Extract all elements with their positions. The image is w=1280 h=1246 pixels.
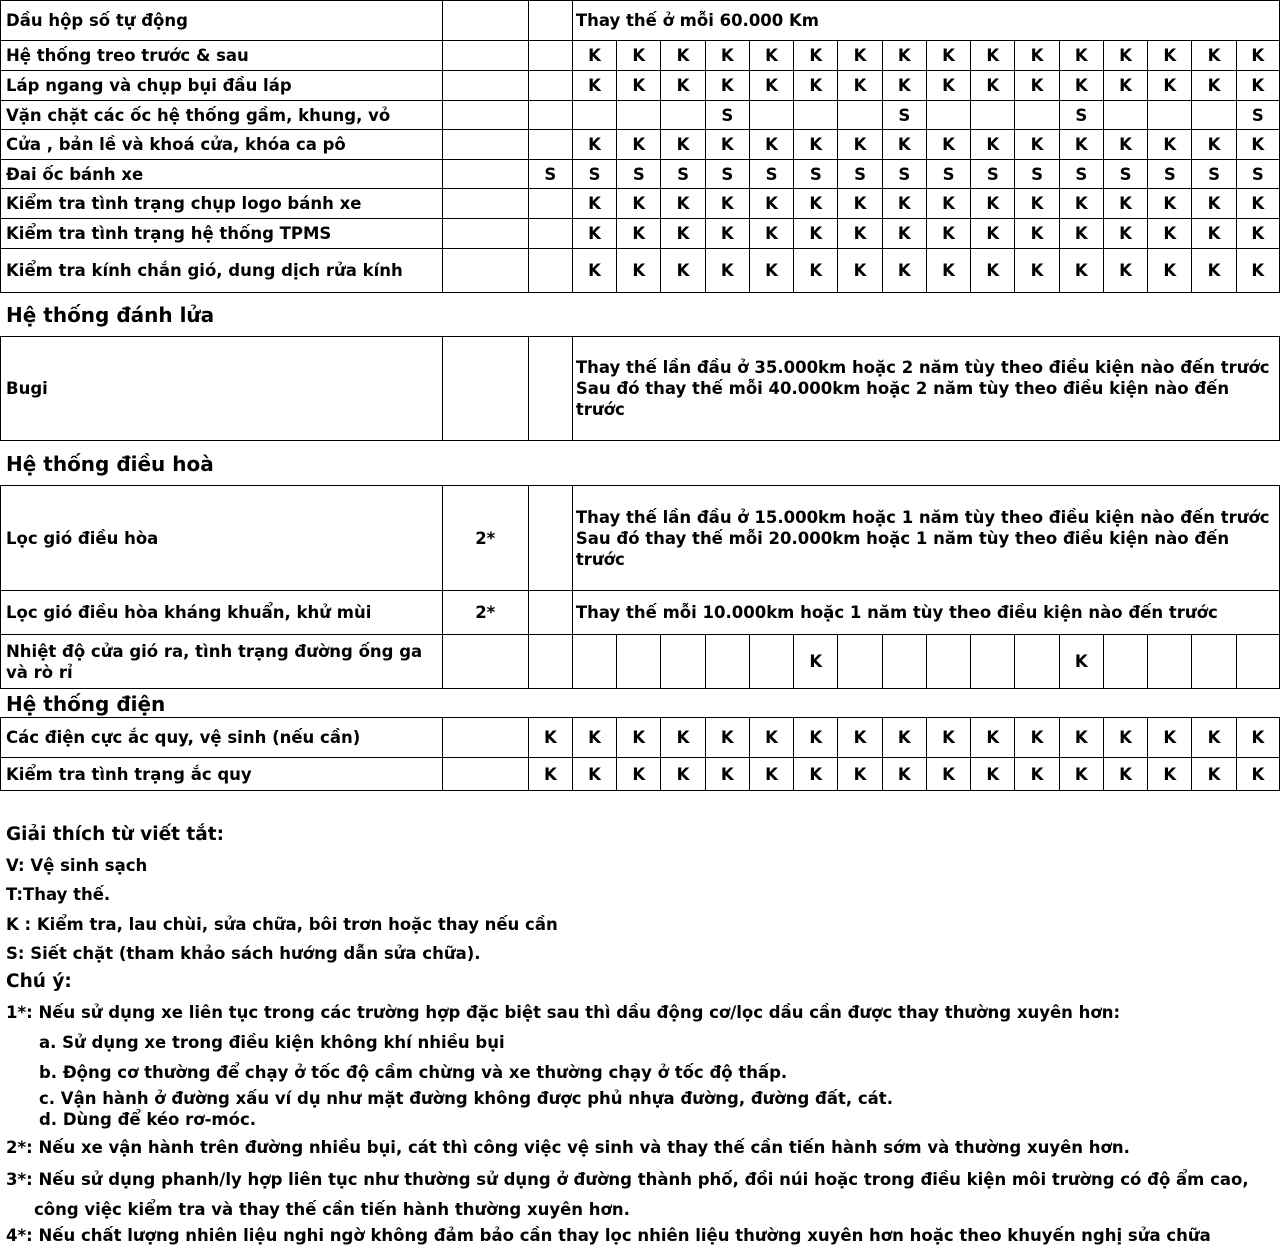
row-note	[442, 219, 528, 249]
interval-cell: K	[1059, 41, 1103, 71]
interval-cell: K	[794, 130, 838, 160]
interval-cell: K	[1192, 41, 1236, 71]
interval-cell: K	[661, 189, 705, 219]
row-m0	[528, 130, 572, 160]
interval-cell: K	[705, 219, 749, 249]
row-note	[442, 71, 528, 101]
row-note	[442, 101, 528, 130]
interval-cell: K	[1015, 71, 1059, 101]
interval-cell: K	[1236, 41, 1279, 71]
table-row-ac-filter-antibacterial	[1, 591, 1280, 635]
table-row	[1, 41, 1280, 71]
interval-cell: K	[926, 758, 970, 791]
interval-cell: K	[971, 758, 1015, 791]
interval-cell: K	[1059, 219, 1103, 249]
row-m0	[528, 71, 572, 101]
interval-cell: K	[882, 219, 926, 249]
interval-cell: K	[749, 758, 793, 791]
interval-cell	[1015, 635, 1059, 689]
interval-cell: K	[1103, 219, 1147, 249]
interval-cell: K	[971, 219, 1015, 249]
interval-cell: K	[1236, 249, 1279, 293]
interval-cell	[1103, 635, 1147, 689]
table-row	[1, 718, 1280, 758]
interval-cell: K	[1103, 249, 1147, 293]
note-1: 1*: Nếu sử dụng xe liên tục trong các trường hợp đặc biệt sau thì dầu động cơ/lọc dầu cần được thay thường xuyên hơn:	[6, 1003, 1121, 1022]
row-m0	[528, 1, 572, 41]
interval-cell: S	[661, 160, 705, 189]
interval-cell: K	[882, 718, 926, 758]
interval-cell: S	[705, 101, 749, 130]
interval-cell	[617, 635, 661, 689]
note-1d: d. Dùng để kéo rơ-móc.	[39, 1110, 257, 1129]
interval-cell	[1192, 635, 1236, 689]
row-label: Bugi	[1, 337, 443, 441]
interval-cell: S	[1236, 160, 1279, 189]
interval-cell: S	[971, 160, 1015, 189]
row-m0	[528, 219, 572, 249]
row-note	[442, 337, 528, 441]
row-note	[442, 1, 528, 41]
interval-cell: K	[1015, 249, 1059, 293]
interval-cell: K	[749, 718, 793, 758]
section-title-ac: Hệ thống điều hoà	[6, 452, 214, 476]
row-label: Vặn chặt các ốc hệ thống gầm, khung, vỏ	[1, 101, 443, 130]
interval-cell: S	[1148, 160, 1192, 189]
note-3b: công việc kiểm tra và thay thế cần tiến hành thường xuyên hơn.	[34, 1200, 630, 1219]
row-note	[442, 189, 528, 219]
abbreviation-s: S: Siết chặt (tham khảo sách hướng dẫn sửa chữa).	[6, 944, 481, 963]
abbreviation-v: V: Vệ sinh sạch	[6, 856, 148, 875]
row-m0	[528, 337, 572, 441]
row-note	[442, 718, 528, 758]
interval-cell: K	[1103, 718, 1147, 758]
interval-cell: K	[1148, 41, 1192, 71]
interval-cell: K	[749, 189, 793, 219]
interval-cell: K	[1148, 130, 1192, 160]
interval-cell: K	[971, 718, 1015, 758]
interval-cell: K	[838, 189, 882, 219]
interval-cell: K	[1103, 41, 1147, 71]
interval-cell: K	[661, 41, 705, 71]
interval-cell	[572, 101, 616, 130]
interval-cell: K	[1236, 130, 1279, 160]
interval-cell: K	[572, 758, 616, 791]
table-row	[1, 160, 1280, 189]
interval-cell: K	[1015, 718, 1059, 758]
maintenance-table-ac	[0, 485, 1280, 689]
row-m0	[528, 591, 572, 635]
row-label: Đai ốc bánh xe	[1, 160, 443, 189]
section-title-electric: Hệ thống điện	[6, 692, 166, 716]
interval-cell: S	[617, 160, 661, 189]
interval-cell: K	[1059, 71, 1103, 101]
row-label: Dầu hộp số tự động	[1, 1, 443, 41]
interval-cell: K	[1148, 189, 1192, 219]
row-instruction	[572, 337, 1279, 441]
interval-cell	[838, 635, 882, 689]
row-m0	[528, 189, 572, 219]
table-row	[1, 101, 1280, 130]
interval-cell	[1148, 635, 1192, 689]
row-note: 2*	[442, 486, 528, 591]
interval-cell: K	[1015, 758, 1059, 791]
row-label: Kiểm tra tình trạng hệ thống TPMS	[1, 219, 443, 249]
interval-cell	[749, 635, 793, 689]
section-title-ignition: Hệ thống đánh lửa	[6, 303, 215, 327]
row-instruction: Thay thế mỗi 10.000km hoặc 1 năm tùy theo điều kiện nào đến trước	[572, 591, 1279, 635]
interval-cell: K	[838, 249, 882, 293]
interval-cell	[926, 101, 970, 130]
interval-cell: K	[794, 718, 838, 758]
interval-cell	[971, 635, 1015, 689]
row-note: 2*	[442, 591, 528, 635]
row-label: Cửa , bản lề và khoá cửa, khóa ca pô	[1, 130, 443, 160]
interval-cell: K	[617, 41, 661, 71]
interval-cell: K	[1059, 635, 1103, 689]
interval-cell: K	[1059, 758, 1103, 791]
interval-cell: K	[1015, 219, 1059, 249]
interval-cell: K	[838, 130, 882, 160]
row-m0: S	[528, 160, 572, 189]
interval-cell: K	[1015, 41, 1059, 71]
interval-cell: K	[705, 758, 749, 791]
interval-cell: K	[1148, 718, 1192, 758]
interval-cell: K	[1103, 189, 1147, 219]
interval-cell: S	[926, 160, 970, 189]
interval-cell: K	[617, 71, 661, 101]
interval-cell: K	[838, 219, 882, 249]
interval-cell: K	[926, 219, 970, 249]
abbreviation-title: Giải thích từ viết tắt:	[6, 824, 224, 845]
instruction-line-1: Thay thế lần đầu ở 35.000km hoặc 2 năm tùy theo điều kiện nào đến trước	[575, 358, 1270, 377]
note-title: Chú ý:	[6, 971, 72, 992]
interval-cell: K	[1192, 219, 1236, 249]
row-label: Nhiệt độ cửa gió ra, tình trạng đường ống ga và rò rỉ	[1, 635, 443, 689]
interval-cell: S	[1192, 160, 1236, 189]
interval-cell: K	[572, 130, 616, 160]
maintenance-table-ignition	[0, 336, 1280, 441]
row-note	[442, 130, 528, 160]
interval-cell: K	[661, 718, 705, 758]
interval-cell: K	[617, 249, 661, 293]
interval-cell: K	[617, 130, 661, 160]
row-note	[442, 160, 528, 189]
interval-cell: S	[838, 160, 882, 189]
interval-cell: K	[1148, 758, 1192, 791]
row-label: Kiểm tra tình trạng ắc quy	[1, 758, 443, 791]
maintenance-table-general	[0, 0, 1280, 293]
interval-cell: K	[572, 219, 616, 249]
interval-cell: K	[794, 189, 838, 219]
interval-cell: K	[838, 71, 882, 101]
maintenance-table-electric	[0, 717, 1280, 791]
interval-cell: K	[971, 130, 1015, 160]
row-m0	[528, 635, 572, 689]
row-m0	[528, 41, 572, 71]
interval-cell: K	[1103, 71, 1147, 101]
interval-cell: K	[1148, 219, 1192, 249]
interval-cell: K	[971, 71, 1015, 101]
interval-cell: K	[1059, 718, 1103, 758]
row-label: Kiểm tra tình trạng chụp logo bánh xe	[1, 189, 443, 219]
interval-cell: K	[794, 758, 838, 791]
interval-cell	[971, 101, 1015, 130]
interval-cell: K	[926, 41, 970, 71]
table-row	[1, 249, 1280, 293]
note-1a: a. Sử dụng xe trong điều kiện không khí nhiều bụi	[39, 1033, 505, 1052]
interval-cell: K	[1148, 71, 1192, 101]
row-label: Các điện cực ắc quy, vệ sinh (nếu cần)	[1, 718, 443, 758]
interval-cell: K	[705, 71, 749, 101]
table-row-bugi	[1, 337, 1280, 441]
row-note	[442, 41, 528, 71]
instruction-line-1: Thay thế lần đầu ở 15.000km hoặc 1 năm tùy theo điều kiện nào đến trước	[575, 507, 1270, 527]
interval-cell: K	[572, 249, 616, 293]
instruction-line-2: Sau đó thay thế mỗi 40.000km hoặc 2 năm tùy theo điều kiện nào đến trước	[575, 379, 1230, 419]
interval-cell: K	[749, 219, 793, 249]
interval-cell: K	[1103, 758, 1147, 791]
interval-cell: K	[971, 189, 1015, 219]
interval-cell: K	[705, 41, 749, 71]
interval-cell: K	[971, 249, 1015, 293]
interval-cell: K	[1192, 130, 1236, 160]
interval-cell: K	[617, 219, 661, 249]
interval-cell: K	[926, 71, 970, 101]
interval-cell: K	[926, 249, 970, 293]
note-4: 4*: Nếu chất lượng nhiên liệu nghi ngờ không đảm bảo cần thay lọc nhiên liệu thường xuyên hơn hoặc theo khuyến nghị sửa chữa	[6, 1226, 1211, 1245]
interval-cell: K	[1192, 71, 1236, 101]
interval-cell: S	[1059, 160, 1103, 189]
interval-cell: K	[971, 41, 1015, 71]
interval-cell: K	[1236, 758, 1279, 791]
interval-cell: K	[1192, 718, 1236, 758]
interval-cell: K	[1192, 758, 1236, 791]
interval-cell: K	[882, 189, 926, 219]
interval-cell: K	[617, 189, 661, 219]
interval-cell: K	[1103, 130, 1147, 160]
table-row	[1, 758, 1280, 791]
interval-cell	[661, 101, 705, 130]
interval-cell: K	[1236, 718, 1279, 758]
row-note	[442, 758, 528, 791]
table-row	[1, 71, 1280, 101]
interval-cell	[572, 635, 616, 689]
interval-cell: K	[882, 41, 926, 71]
interval-cell: K	[749, 41, 793, 71]
interval-cell: K	[1015, 130, 1059, 160]
row-m0: K	[528, 758, 572, 791]
interval-cell: S	[572, 160, 616, 189]
table-row	[1, 130, 1280, 160]
interval-cell	[882, 635, 926, 689]
abbreviation-k: K : Kiểm tra, lau chùi, sửa chữa, bôi trơn hoặc thay nếu cần	[6, 915, 558, 934]
note-1b: b. Động cơ thường để chạy ở tốc độ cầm chừng và xe thường chạy ở tốc độ thấp.	[39, 1063, 788, 1082]
interval-cell: K	[617, 718, 661, 758]
note-2: 2*: Nếu xe vận hành trên đường nhiều bụi, cát thì công việc vệ sinh và thay thế cần tiến hành sớm và thường xuyên hơn.	[6, 1138, 1130, 1157]
row-label: Lọc gió điều hòa kháng khuẩn, khử mùi	[1, 591, 443, 635]
interval-cell	[705, 635, 749, 689]
interval-cell: K	[1059, 130, 1103, 160]
row-m0	[528, 101, 572, 130]
interval-cell	[1236, 635, 1279, 689]
interval-cell: K	[794, 71, 838, 101]
interval-cell: K	[705, 189, 749, 219]
interval-cell: K	[882, 130, 926, 160]
interval-cell	[1192, 101, 1236, 130]
interval-cell: K	[1236, 71, 1279, 101]
row-m0	[528, 249, 572, 293]
interval-cell: K	[926, 189, 970, 219]
interval-cell: S	[749, 160, 793, 189]
abbreviation-t: T:Thay thế.	[6, 885, 111, 904]
table-row	[1, 189, 1280, 219]
interval-cell: K	[1192, 189, 1236, 219]
interval-cell: K	[838, 718, 882, 758]
interval-cell: K	[661, 249, 705, 293]
row-instruction: Thay thế ở mỗi 60.000 Km	[572, 1, 1279, 41]
interval-cell: K	[661, 130, 705, 160]
row-note	[442, 249, 528, 293]
interval-cell: K	[1059, 249, 1103, 293]
interval-cell: K	[749, 249, 793, 293]
interval-cell: K	[794, 219, 838, 249]
interval-cell: K	[661, 71, 705, 101]
interval-cell: S	[794, 160, 838, 189]
interval-cell	[1015, 101, 1059, 130]
interval-cell: K	[882, 758, 926, 791]
row-label: Lọc gió điều hòa	[1, 486, 443, 591]
note-1c: c. Vận hành ở đường xấu ví dụ như mặt đường không được phủ nhựa đường, đường đất, cát.	[39, 1089, 893, 1108]
interval-cell: K	[1148, 249, 1192, 293]
interval-cell	[1103, 101, 1147, 130]
table-row	[1, 219, 1280, 249]
interval-cell	[661, 635, 705, 689]
interval-cell: K	[617, 758, 661, 791]
interval-cell: K	[572, 718, 616, 758]
table-row-ac-filter	[1, 486, 1280, 591]
interval-cell	[749, 101, 793, 130]
interval-cell: K	[1236, 189, 1279, 219]
row-m0	[528, 486, 572, 591]
interval-cell: K	[882, 71, 926, 101]
interval-cell: K	[1059, 189, 1103, 219]
interval-cell: S	[1103, 160, 1147, 189]
interval-cell: S	[882, 160, 926, 189]
interval-cell: K	[1192, 249, 1236, 293]
instruction-line-2: Sau đó thay thế mỗi 20.000km hoặc 1 năm tùy theo điều kiện nào đến trước	[575, 528, 1230, 569]
interval-cell: K	[572, 189, 616, 219]
note-3: 3*: Nếu sử dụng phanh/ly hợp liên tục như thường sử dụng ở đường thành phố, đồi núi hoặc trong điều kiện môi trường có độ ẩm cao,	[6, 1170, 1249, 1189]
interval-cell: K	[661, 219, 705, 249]
interval-cell: K	[1236, 219, 1279, 249]
interval-cell: K	[705, 249, 749, 293]
interval-cell: K	[794, 41, 838, 71]
interval-cell	[1148, 101, 1192, 130]
interval-cell: K	[705, 718, 749, 758]
table-row-ac-temperature	[1, 635, 1280, 689]
interval-cell: K	[794, 249, 838, 293]
interval-cell: K	[926, 130, 970, 160]
interval-cell: S	[882, 101, 926, 130]
interval-cell	[794, 101, 838, 130]
interval-cell: S	[1059, 101, 1103, 130]
interval-cell: K	[926, 718, 970, 758]
interval-cell: K	[838, 41, 882, 71]
row-label: Hệ thống treo trước & sau	[1, 41, 443, 71]
row-m0: K	[528, 718, 572, 758]
interval-cell: K	[572, 41, 616, 71]
interval-cell: K	[705, 130, 749, 160]
interval-cell: K	[572, 71, 616, 101]
interval-cell	[926, 635, 970, 689]
interval-cell: K	[882, 249, 926, 293]
interval-cell: S	[705, 160, 749, 189]
interval-cell: K	[1015, 189, 1059, 219]
row-instruction	[572, 486, 1279, 591]
interval-cell: K	[749, 71, 793, 101]
row-label: Kiểm tra kính chắn gió, dung dịch rửa kính	[1, 249, 443, 293]
interval-cell	[838, 101, 882, 130]
interval-cell: S	[1236, 101, 1279, 130]
interval-cell: K	[838, 758, 882, 791]
table-row	[1, 1, 1280, 41]
row-label: Láp ngang và chụp bụi đầu láp	[1, 71, 443, 101]
interval-cell: K	[661, 758, 705, 791]
interval-cell: K	[749, 130, 793, 160]
interval-cell	[617, 101, 661, 130]
interval-cell: S	[1015, 160, 1059, 189]
interval-cell: K	[794, 635, 838, 689]
row-note	[442, 635, 528, 689]
